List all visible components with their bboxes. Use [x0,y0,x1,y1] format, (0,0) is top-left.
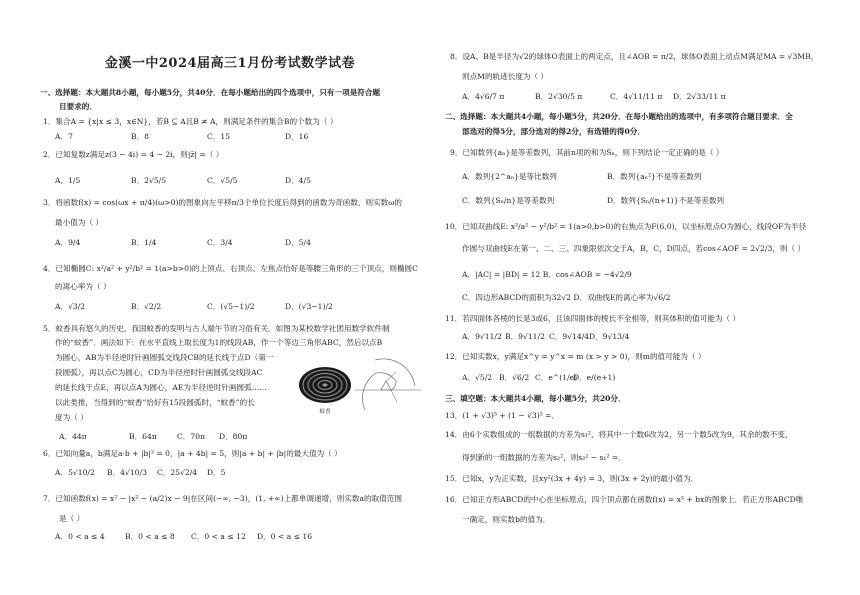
mosquito-coil-caption: 蚊香 [319,409,331,415]
spiral-construction-figure [353,350,423,420]
exam-title: 金溪一中2024届高三1月份考试数学试卷 [104,56,356,71]
q6-option-a: A．5√10/2 [55,468,95,477]
q11-option-b: B．9√11/2 [505,332,545,341]
q5-option-d: D．80π [219,432,248,441]
question-5-line2: 作的“蚊香”．画法如下：在水平直线上取长度为1的线段AB，作一个等边三角形ABC，然后以点B [55,338,383,347]
q5-option-a: A．44π [59,432,87,441]
spiral-diagram-icon [353,350,423,420]
question-5-line4: 段圆弧），再以点C为圆心，CD为半径逆时针画圆弧交线段AC [55,368,263,377]
q8-option-c: C．4√11/11 π [610,92,663,101]
question-4-cont: 的离心率为（ ） [55,282,111,291]
question-15: 15．已知x，y为正实数，且xy²(3x + 4y) = 3，则(3x + 2y)的最小值为． [445,474,699,483]
question-16: 16．已知正方形ABCD的中心在坐标原点，四个顶点都在函数f(x) = x³ + bx的图象上．若正方形ABCD唯 [445,495,804,504]
question-3-cont: 最小值为（ ） [55,218,103,227]
q9-option-d: D．数列{Sₙ/(n+1)}不是等差数列 [607,196,725,205]
q1-option-d: D．16 [285,132,309,141]
q2-option-c: C．√5/5 [207,176,238,185]
section-3-heading: 三、填空题：本大题共4小题，每小题5分，共20分． [445,394,626,403]
section-1-heading-cont: 目要求的． [59,102,97,111]
q12-option-c: C．e^(1/e) [535,373,578,382]
q3-option-a: A．9/4 [55,238,81,247]
question-5-line7: 度为（ ） [55,413,88,422]
q9-option-a: A．数列{2^aₙ}是等比数列 [462,172,557,181]
question-14: 14．由6个实数组成的一组数据的方差为s₁²，将其中一个数6改为2，另一个数5改为9，其余的数不变， [445,430,793,439]
q12-option-b: B．√6/2 [499,373,530,382]
question-6: 6．已知向量a，b满足a·b + |b|² = 0，|a + 4b| = 5，则|a + b| + |b|的最大值为（ ） [43,449,342,458]
q3-option-d: D．5/4 [285,238,311,247]
question-5: 5．蚊香具有悠久的历史，我国蚊香的发明与古人端午节的习俗有关．如图为某校数学社团用数学软件制 [43,324,390,333]
q5-option-c: C．70π [177,432,206,441]
q12-option-a: A．√5/2 [462,373,493,382]
q5-option-b: B．64π [129,432,157,441]
q2-option-b: B．2√5/5 [131,176,167,185]
q3-option-c: C．3/4 [207,238,233,247]
q9-option-c: C．数列{Sₙ/n}是等差数列 [462,196,555,205]
q4-option-b: B．√2/2 [131,302,162,311]
question-7: 7．已知函数f(x) = x² − |x² − (a/2)x − 9|在区间(−∞, −3)，(1, +∞)上都单调递增，则实数a的取值范围 [43,494,403,503]
q6-option-d: D．5 [207,468,226,477]
question-11: 11．若四面体各棱的长是3或6，且该四面体的棱长不全相等，则其体积的值可能为（ ） [445,314,741,323]
q8-option-a: A．4√6/7 π [462,92,505,101]
q8-option-b: B．2√30/5 π [535,92,583,101]
q2-option-d: D．4/5 [285,176,311,185]
q10-options-cd: C．四边形ABCD的面积为32√2 D．双曲线E的离心率为√6/2 [462,293,671,302]
question-3: 3．将函数f(x) = cos(ωx + π/4)(ω>0)的图象向左平移π/3个单位长度后得到的函数为奇函数，则实数ω的 [43,198,403,207]
q7-option-d: D．0 < a ≤ 16 [257,532,313,541]
question-10-cont: 作圆与双曲线E在第一、二、三、四象限依次交于A，B，C，D四点，若cos∠AOF = 2√2/3，则（ ） [462,244,806,253]
question-10: 10．已知双曲线E: x²/a² − y²/b² = 1(a>0,b>0)的右焦点为F(6,0)，以坐标原点O为圆心，线段OF为半径 [445,222,807,231]
question-2: 2．已知复数z满足z(3 − 4i) = 4 − 2i，则|z̄| =（ ） [43,150,224,159]
q2-option-a: A．1/5 [55,176,81,185]
question-16-cont: 一确定，则实数b的值为． [462,515,551,524]
question-8-cont: 则点M的轨迹长度为（ ） [462,72,549,81]
q9-option-b: B．数列{aₙ²}不是等差数列 [607,172,702,181]
q1-option-b: B．8 [131,132,150,141]
q3-option-b: B．1/4 [131,238,157,247]
q6-option-b: B．4√10/3 [107,468,147,477]
q11-option-c: C．9√14/4 [549,332,590,341]
q4-option-c: C．(√5−1)/2 [207,302,255,311]
q11-option-d: D．9√13/4 [589,332,630,341]
section-2-heading-cont: 部选对的得5分，部分选对的得2分，有选错的得0分． [462,127,645,136]
question-7-cont: 是（ ） [59,514,85,523]
question-5-line5: 的延长线于点E，再以点A为圆心，AE为半径逆时针画圆弧…… [55,383,267,392]
mosquito-coil-figure [290,360,360,420]
section-2-heading: 二、选择题：本大题共4小题，每小题5分，共20分．在每小题给出的选项中，有多项符合题目要求．全 [445,112,793,121]
question-13: 13．(1 + √3)⁵ + (1 − √3)⁵ =． [445,411,560,420]
question-14-cont: 得到新的一组数据的方差为s₂²，则s₂² − s₁² =． [462,453,626,462]
section-1-heading: 一、选择题：本大题共8小题，每小题5分，共40分．在每小题给出的四个选项中，只有一项是符合题 [40,88,381,97]
q7-option-c: C．0 < a ≤ 12 [191,532,246,541]
q11-option-a: A．9√11/2 [462,332,502,341]
q4-option-d: D．(√3−1)/2 [285,302,333,311]
question-9: 9．已知数列{aₙ}是等差数列，其前n项的和为Sₙ，则下列结论一定正确的是（ ） [450,148,724,157]
q4-option-a: A．√3/2 [55,302,86,311]
question-4: 4．已知椭圆C: x²/a² + y²/b² = 1(a>b>0)的上顶点、右顶点、左焦点恰好是等腰三角形的三个顶点，则椭圆C [43,264,418,273]
q8-option-d: D．2√33/11 π [673,92,726,101]
question-5-line3: 为圆心，AB为半径逆时针画圆弧交线段CB的延长线于点D（第一 [55,353,274,362]
q1-option-c: C．15 [207,132,231,141]
q7-option-a: A．0 < a ≤ 4 [55,532,105,541]
question-5-line6: 以此类推，当得到的“蚊香”恰好有15段圆弧时，“蚊香”的长 [55,398,255,407]
q7-option-b: B．0 < a ≤ 8 [125,532,175,541]
q10-options-ab: A．|AC| = |BD| = 12 B．cos∠AOB = −4√2/9 [462,270,632,279]
q6-option-c: C．25√2/4 [157,468,198,477]
question-8: 8．设A、B是半径为√2的球体O表面上的两定点，且∠AOB = π/2，球体O表面上动点M满足MA = √3MB， [450,52,819,61]
q12-option-d: D．e/(e+1) [573,373,616,382]
question-12: 12．已知实数x，y满足x^y = y^x = m (x > y > 0)，则m的值可能为（ ） [445,352,706,361]
q1-option-a: A．7 [55,132,73,141]
question-1: 1．集合A = {x|x ≤ 3，x∈N}，若B ⊆ A且B ≠ A，则满足条件的集合B的个数为（ ） [43,117,338,126]
